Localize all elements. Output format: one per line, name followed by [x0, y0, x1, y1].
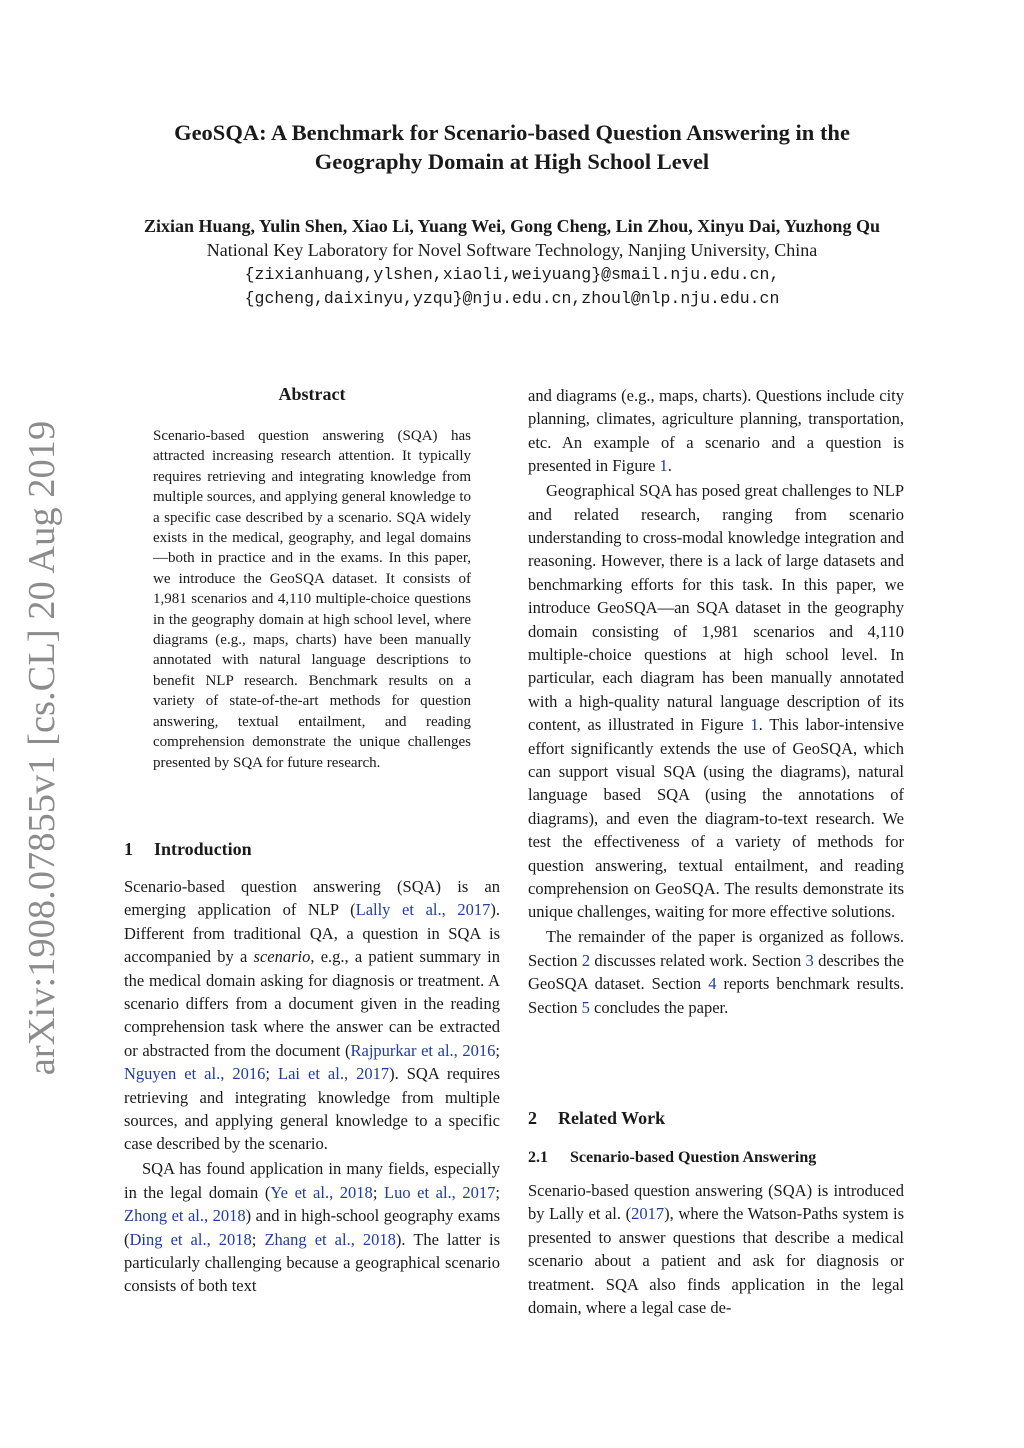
email-line-2: {gcheng,daixinyu,yzqu}@nju.edu.cn,zhoul@nlp.nju.edu.cn	[244, 289, 780, 308]
text-run: ). Different from traditional QA, a question in SQA is accompanied by a	[124, 900, 500, 967]
text-run: discusses related work. Section	[590, 950, 806, 970]
section-number: 2	[528, 1108, 537, 1128]
text-run: concludes the paper.	[589, 997, 729, 1017]
citation-link[interactable]: Rajpurkar et al., 2016	[350, 1040, 496, 1060]
right-paragraph-2	[528, 479, 904, 924]
emphasis: scenario	[253, 947, 311, 967]
text-run: ;	[265, 1064, 278, 1084]
right-column-body-top	[528, 384, 904, 1019]
text-run: SQA has found application in many fields, especially in the legal domain (	[124, 1159, 500, 1202]
text-run: . This labor-intensive effort significantly extends the use of GeoSQA, which can support visual SQA (using the diagrams), natural language based SQA (using the annotations of diagrams), and even the diagram-to-text research. We test the effectiveness of a variety of methods for question answering, textual entailment, and reading comprehension on GeoSQA. The results demonstrate its unique challenges, waiting for more effective solutions.	[528, 715, 904, 922]
text-run: .	[667, 456, 672, 476]
text-run: ). SQA requires retrieving and integrating knowledge from multiple sources, and applying general knowledge to a specific case described by the scenario.	[124, 1064, 500, 1154]
right-column-body-bottom	[528, 1179, 904, 1319]
section-ref-link[interactable]: 5	[581, 997, 590, 1017]
email-line-1: {zixianhuang,ylshen,xiaoli,weiyuang}@smail.nju.edu.cn,	[244, 265, 780, 284]
right-paragraph-3	[528, 925, 904, 1019]
text-run: The remainder of the paper is organized as follows. Section	[528, 927, 904, 970]
citation-link[interactable]: Lally et al., 2017	[355, 900, 491, 920]
text-run: ;	[251, 1229, 265, 1249]
subsection-title: Scenario-based Question Answering	[570, 1149, 817, 1166]
text-run: ;	[372, 1182, 384, 1202]
affiliation: National Key Laboratory for Novel Software Technology, Nanjing University, China	[206, 240, 818, 260]
citation-link[interactable]: Nguyen et al., 2016	[124, 1064, 266, 1084]
section-number: 1	[124, 839, 133, 859]
paper-title	[100, 118, 924, 176]
intro-paragraph-1	[124, 875, 500, 1156]
title-line-2: Geography Domain at High School Level	[314, 149, 710, 174]
text-run: ;	[495, 1182, 500, 1202]
author-list: Zixian Huang, Yulin Shen, Xiao Li, Yuang Wei, Gong Cheng, Lin Zhou, Xinyu Dai, Yuzhong Qu	[144, 216, 880, 236]
section-heading-related-work	[528, 1107, 665, 1129]
text-run: describes the GeoSQA dataset. Section	[528, 950, 904, 994]
arxiv-identifier-stamp: arXiv:1908.07855v1 [cs.CL] 20 Aug 2019	[21, 420, 63, 1076]
section-title: Related Work	[558, 1108, 666, 1128]
text-run: and diagrams (e.g., maps, charts). Questions include city planning, climates, agriculture planning, transportation, etc. An example of a scenario and a question is presented in Figure	[528, 386, 904, 476]
citation-link[interactable]: Luo et al., 2017	[383, 1182, 496, 1202]
citation-link[interactable]: Ding et al., 2018	[129, 1229, 252, 1249]
text-run: reports benchmark results. Section	[528, 974, 904, 1017]
figure-ref-link[interactable]: 1	[659, 456, 668, 476]
section-ref-link[interactable]: 2	[581, 950, 591, 970]
citation-link[interactable]: Zhong et al., 2018	[124, 1206, 246, 1226]
text-run: ;	[495, 1040, 500, 1060]
title-line-1: GeoSQA: A Benchmark for Scenario-based Question Answering in the	[174, 120, 850, 145]
section-heading-introduction	[124, 838, 252, 860]
text-run: , e.g., a patient summary in the medical domain asking for diagnosis or treatment. A scenario differs from a document given in the reading comprehension task where the answer can be extracted or abstracted from the document (	[124, 947, 501, 1060]
subsection-heading-sqa	[528, 1148, 816, 1168]
intro-paragraph-2	[124, 1157, 500, 1297]
citation-link[interactable]: Zhang et al., 2018	[264, 1229, 396, 1249]
abstract-body: Scenario-based question answering (SQA) has attracted increasing research attention. It typically requires retrieving and integrating knowledge from multiple sources, and applying general knowledge to a specific case described by a scenario. SQA widely exists in the medical, geography, and legal domains—both in practice and in the exams. In this paper, we introduce the GeoSQA dataset. It consists of 1,981 scenarios and 4,110 multiple-choice questions in the geography domain at high school level, where diagrams (e.g., maps, charts) have been manually annotated with natural language descriptions to benefit NLP research. Benchmark results on a variety of state-of-the-art methods for question answering, textual entailment, and reading comprehension demonstrate the unique challenges presented by SQA for future research.	[153, 428, 471, 771]
text-run: Geographical SQA has posed great challenges to NLP and related research, ranging from scenario understanding to cross-modal knowledge integration and reasoning. However, there is a lack of large datasets and benchmarking efforts for this task. In this paper, we introduce GeoSQA—an SQA dataset in the geography domain consisting of 1,981 scenarios and 4,110 multiple-choice questions at high school level. In particular, each diagram has been manually annotated with a high-quality natural language description of its content, as illustrated in Figure	[528, 481, 904, 735]
citation-link[interactable]: Ye et al., 2018	[270, 1182, 373, 1202]
section-title: Introduction	[154, 839, 252, 859]
text-run: ) and in high-school geography exams (	[124, 1206, 500, 1249]
citation-link[interactable]: Lai et al., 2017	[277, 1064, 390, 1084]
related-paragraph-1	[528, 1179, 904, 1319]
abstract-heading: Abstract	[278, 384, 346, 404]
text-run: ), where the Watson-Paths system is presented to answer questions that describe a medical scenario about a patient and ask for diagnosis or treatment. SQA also finds application in the legal domain, where a legal case de-	[528, 1204, 904, 1318]
subsection-number: 2.1	[528, 1149, 548, 1166]
section-ref-link[interactable]: 3	[805, 950, 814, 970]
figure-ref-link[interactable]: 1	[750, 715, 759, 735]
right-paragraph-1	[528, 384, 904, 478]
text-run: ). The latter is particularly challenging because a geographical scenario consists of both text	[124, 1229, 501, 1296]
text-run: Scenario-based question answering (SQA) is an emerging application of NLP (	[124, 877, 500, 920]
section-ref-link[interactable]: 4	[708, 974, 717, 994]
left-column-body	[124, 875, 500, 1298]
text-run: Scenario-based question answering (SQA) is introduced by Lally et al. (	[528, 1181, 904, 1224]
citation-link[interactable]: 2017	[631, 1204, 665, 1224]
